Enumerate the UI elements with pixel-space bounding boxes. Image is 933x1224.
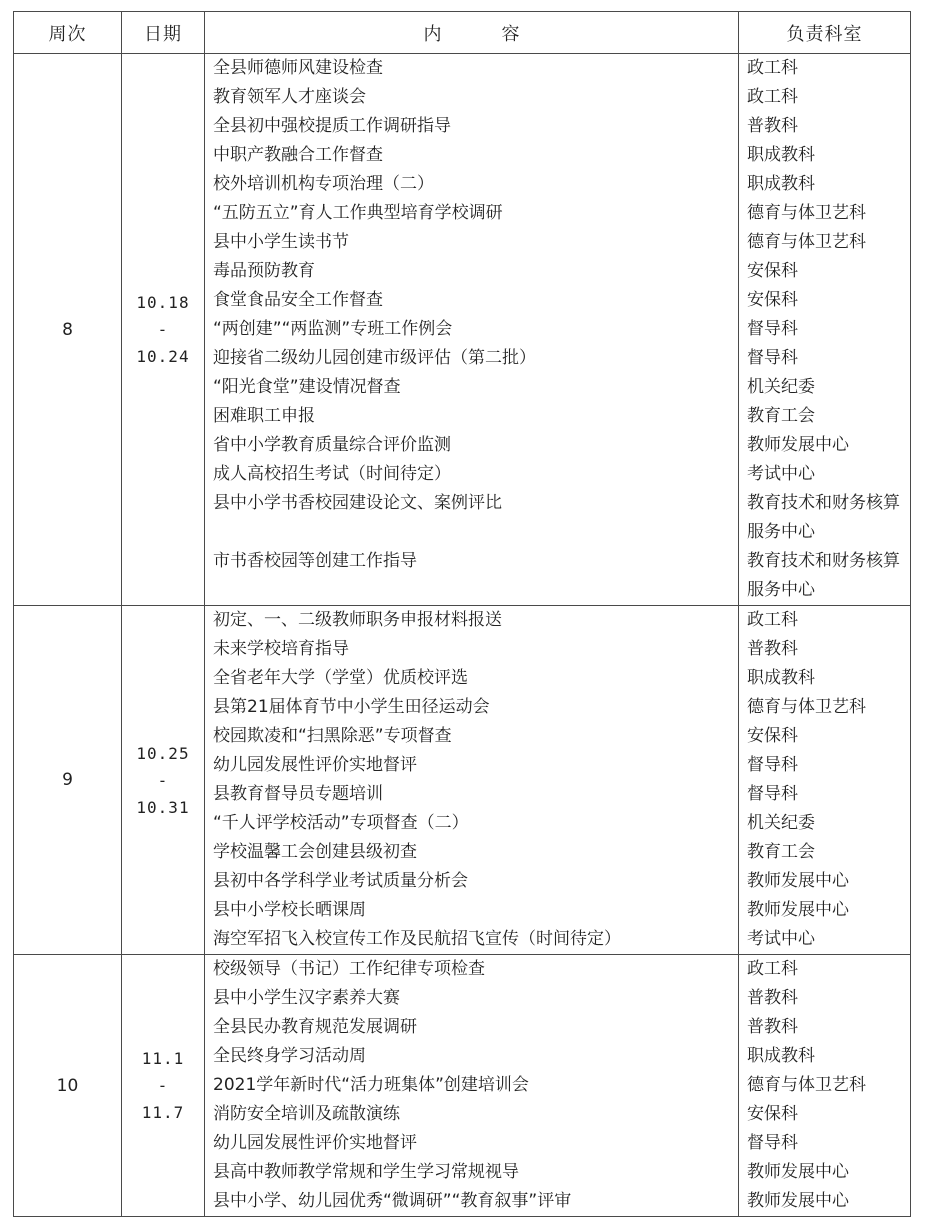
week-number: 8 bbox=[14, 54, 122, 606]
header-content-b: 容 bbox=[501, 23, 520, 45]
responsible-dept: 教师发展中心 bbox=[747, 1191, 849, 1211]
responsible-dept: 教师发展中心 bbox=[747, 1162, 849, 1182]
responsible-dept: 安保科 bbox=[747, 261, 798, 281]
schedule-item: 省中小学教育质量综合评价监测 bbox=[213, 435, 451, 455]
responsible-dept: 职成教科 bbox=[747, 174, 815, 194]
content-cell bbox=[205, 54, 739, 606]
dept-cell bbox=[739, 606, 911, 955]
responsible-dept: 政工科 bbox=[747, 87, 798, 107]
schedule-item: “两创建”“两监测”专班工作例会 bbox=[213, 319, 453, 339]
responsible-dept: 教育技术和财务核算服务中心 bbox=[747, 551, 900, 600]
week-date-range bbox=[122, 955, 205, 1217]
responsible-dept: 教育工会 bbox=[747, 842, 815, 862]
responsible-dept: 安保科 bbox=[747, 1104, 798, 1124]
date-sep: - bbox=[157, 1076, 169, 1095]
schedule-item: 全县民办教育规范发展调研 bbox=[213, 1017, 417, 1037]
schedule-item: 毒品预防教育 bbox=[213, 261, 315, 281]
schedule-item: “阳光食堂”建设情况督查 bbox=[213, 377, 401, 397]
responsible-dept: 机关纪委 bbox=[747, 377, 815, 397]
schedule-item: 海空军招飞入校宣传工作及民航招飞宣传（时间待定） bbox=[213, 929, 621, 949]
responsible-dept: 考试中心 bbox=[747, 464, 815, 484]
header-content-a: 内 bbox=[423, 23, 442, 45]
week-row bbox=[14, 955, 911, 1217]
week-date-range bbox=[122, 54, 205, 606]
dept-cell bbox=[739, 955, 911, 1217]
schedule-item: 幼儿园发展性评价实地督评 bbox=[213, 1133, 417, 1153]
header-week: 周次 bbox=[14, 12, 122, 54]
responsible-dept: 普教科 bbox=[747, 639, 798, 659]
schedule-item: 未来学校培育指导 bbox=[213, 639, 349, 659]
week-number: 10 bbox=[14, 955, 122, 1217]
responsible-dept: 政工科 bbox=[747, 58, 798, 78]
responsible-dept: 机关纪委 bbox=[747, 813, 815, 833]
schedule-item: 校级领导（书记）工作纪律专项检查 bbox=[213, 959, 485, 979]
schedule-item: 县中小学校长晒课周 bbox=[213, 900, 366, 920]
date-start: 10.18 bbox=[136, 293, 190, 312]
responsible-dept: 督导科 bbox=[747, 1133, 798, 1153]
schedule-item: 教育领军人才座谈会 bbox=[213, 87, 366, 107]
schedule-item: 县中小学、幼儿园优秀“微调研”“教育叙事”评审 bbox=[213, 1191, 572, 1211]
schedule-item: 县高中教师教学常规和学生学习常规视导 bbox=[213, 1162, 519, 1182]
schedule-item: “千人评学校活动”专项督查（二） bbox=[213, 813, 469, 833]
schedule-item: 校外培训机构专项治理（二） bbox=[213, 174, 434, 194]
schedule-item: 消防安全培训及疏散演练 bbox=[213, 1104, 400, 1124]
content-cell bbox=[205, 606, 739, 955]
schedule-item: 全县初中强校提质工作调研指导 bbox=[213, 116, 451, 136]
date-start: 10.25 bbox=[136, 743, 190, 763]
responsible-dept: 德育与体卫艺科 bbox=[747, 697, 866, 717]
schedule-item: “五防五立”育人工作典型培育学校调研 bbox=[213, 203, 503, 223]
schedule-item: 初定、一、二级教师职务申报材料报送 bbox=[213, 610, 502, 630]
dept-cell bbox=[739, 54, 911, 606]
responsible-dept: 德育与体卫艺科 bbox=[747, 1075, 866, 1095]
schedule-item: 全民终身学习活动周 bbox=[213, 1046, 366, 1066]
responsible-dept: 教师发展中心 bbox=[747, 900, 849, 920]
responsible-dept: 德育与体卫艺科 bbox=[747, 203, 866, 223]
schedule-item: 学校温馨工会创建县级初查 bbox=[213, 842, 417, 862]
schedule-item: 中职产教融合工作督查 bbox=[213, 145, 383, 165]
week-row bbox=[14, 606, 911, 955]
responsible-dept: 政工科 bbox=[747, 959, 798, 979]
responsible-dept: 督导科 bbox=[747, 755, 798, 775]
schedule-item: 全省老年大学（学堂）优质校评选 bbox=[213, 668, 468, 688]
schedule-table bbox=[13, 11, 911, 1217]
schedule-item: 县第21届体育节中小学生田径运动会 bbox=[213, 697, 490, 717]
responsible-dept: 普教科 bbox=[747, 988, 798, 1008]
responsible-dept: 督导科 bbox=[747, 319, 798, 339]
responsible-dept: 教师发展中心 bbox=[747, 435, 849, 455]
date-start: 11.1 bbox=[141, 1049, 185, 1068]
schedule-item: 市书香校园等创建工作指导 bbox=[213, 551, 417, 571]
date-sep: - bbox=[157, 770, 169, 790]
responsible-dept: 职成教科 bbox=[747, 145, 815, 165]
responsible-dept: 普教科 bbox=[747, 116, 798, 136]
schedule-item: 县中小学生汉字素养大赛 bbox=[213, 988, 400, 1008]
date-end: 10.31 bbox=[136, 797, 190, 817]
content-cell bbox=[205, 955, 739, 1217]
schedule-item: 成人高校招生考试（时间待定） bbox=[213, 464, 451, 484]
schedule-item: 县教育督导员专题培训 bbox=[213, 784, 383, 804]
week-number: 9 bbox=[14, 606, 122, 955]
schedule-body bbox=[14, 54, 911, 1217]
responsible-dept: 督导科 bbox=[747, 784, 798, 804]
responsible-dept: 教育工会 bbox=[747, 406, 815, 426]
schedule-item: 县中小学生读书节 bbox=[213, 232, 349, 252]
responsible-dept: 安保科 bbox=[747, 726, 798, 746]
responsible-dept: 教育技术和财务核算服务中心 bbox=[747, 493, 900, 542]
week-row bbox=[14, 54, 911, 606]
date-end: 11.7 bbox=[141, 1103, 185, 1122]
header-dept: 负责科室 bbox=[739, 12, 911, 54]
responsible-dept: 督导科 bbox=[747, 348, 798, 368]
responsible-dept: 普教科 bbox=[747, 1017, 798, 1037]
schedule-item: 县初中各学科学业考试质量分析会 bbox=[213, 871, 468, 891]
responsible-dept: 安保科 bbox=[747, 290, 798, 310]
responsible-dept: 职成教科 bbox=[747, 1046, 815, 1066]
date-end: 10.24 bbox=[136, 347, 190, 366]
schedule-item: 全县师德师风建设检查 bbox=[213, 58, 383, 78]
header-row bbox=[14, 12, 911, 54]
header-content bbox=[205, 12, 739, 54]
responsible-dept: 教师发展中心 bbox=[747, 871, 849, 891]
schedule-item: 县中小学书香校园建设论文、案例评比 bbox=[213, 493, 502, 513]
schedule-item: 迎接省二级幼儿园创建市级评估（第二批） bbox=[213, 348, 536, 368]
schedule-item: 困难职工申报 bbox=[213, 406, 315, 426]
schedule-item: 校园欺凌和“扫黑除恶”专项督查 bbox=[213, 726, 452, 746]
schedule-item: 幼儿园发展性评价实地督评 bbox=[213, 755, 417, 775]
header-date: 日期 bbox=[122, 12, 205, 54]
schedule-item: 食堂食品安全工作督查 bbox=[213, 290, 383, 310]
schedule-item: 2021学年新时代“活力班集体”创建培训会 bbox=[213, 1075, 529, 1095]
responsible-dept: 德育与体卫艺科 bbox=[747, 232, 866, 252]
week-date-range bbox=[122, 606, 205, 955]
responsible-dept: 政工科 bbox=[747, 610, 798, 630]
responsible-dept: 职成教科 bbox=[747, 668, 815, 688]
responsible-dept: 考试中心 bbox=[747, 929, 815, 949]
date-sep: - bbox=[157, 320, 169, 339]
